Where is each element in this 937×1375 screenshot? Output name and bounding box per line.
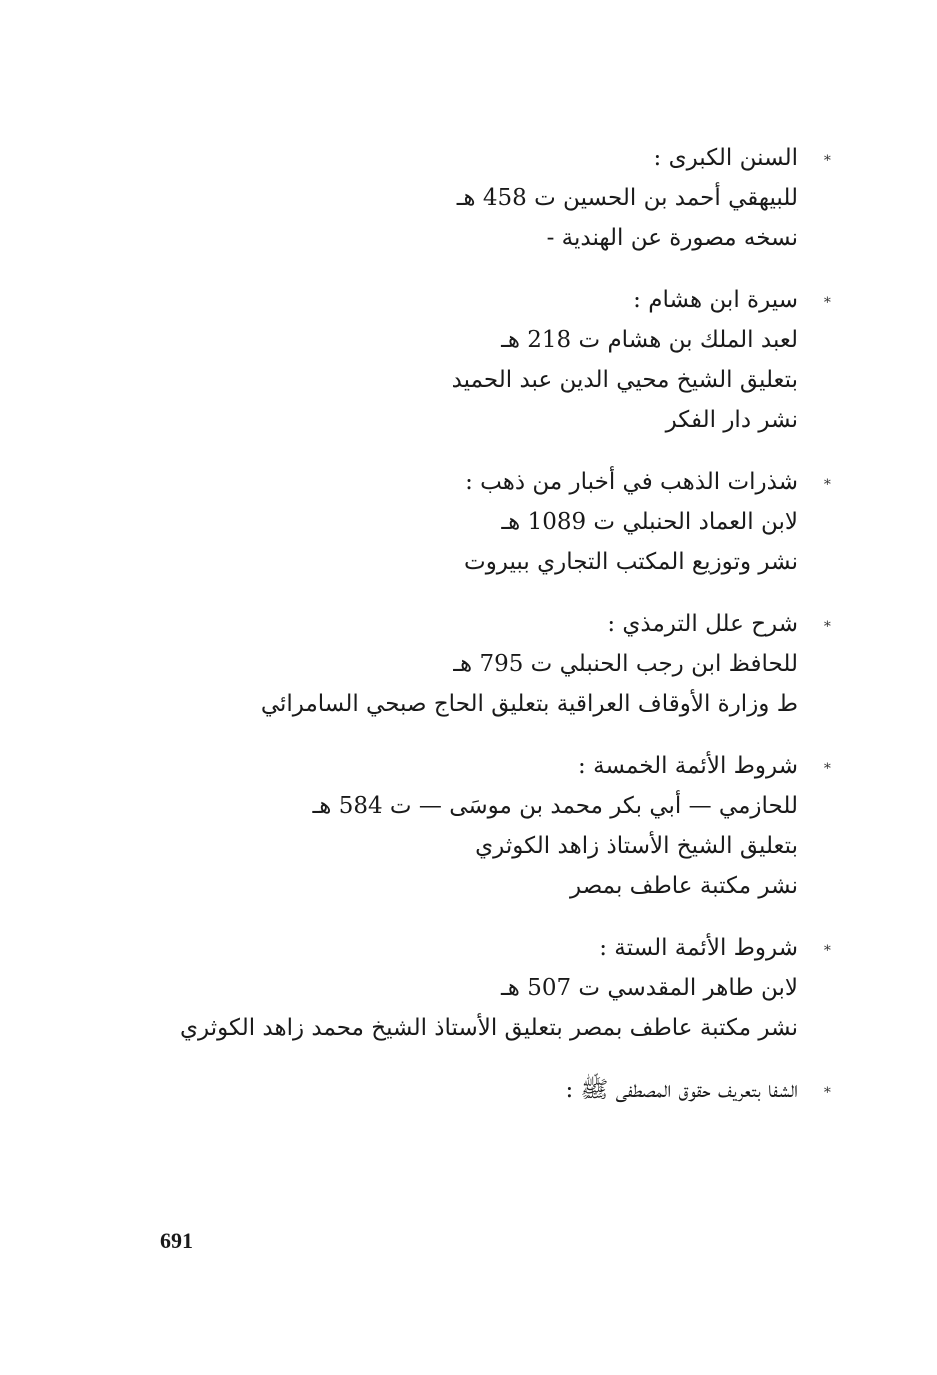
bibliography-list	[142, 138, 832, 1132]
entry-title: شروط الأئمة الستة :	[599, 935, 798, 961]
entry-line: بتعليق الشيخ محيي الدين عبد الحميد	[451, 367, 798, 393]
entry-line: للحازمي — أبي بكر محمد بن موسَى — ت 584 هـ	[312, 793, 798, 819]
entry-line: لابن العماد الحنبلي ت 1089 هـ	[501, 509, 798, 535]
entry-title: شرح علل الترمذي :	[607, 611, 798, 637]
entry-title: شذرات الذهب في أخبار من ذهب :	[465, 469, 798, 495]
bibliography-entry	[142, 138, 832, 258]
page-number: 691	[160, 1228, 193, 1253]
bullet-icon: ∗	[822, 758, 832, 774]
bullet-icon: ∗	[822, 474, 832, 490]
bibliography-entry	[142, 604, 832, 724]
entry-title-row	[142, 280, 832, 320]
bullet-icon: ∗	[822, 150, 832, 166]
entry-line: لابن طاهر المقدسي ت 507 هـ	[501, 975, 798, 1001]
entry-title: السنن الكبرى :	[653, 145, 798, 171]
entry-line: نشر مكتبة عاطف بمصر بتعليق الأستاذ الشيخ محمد زاهد الكوثري	[180, 1015, 798, 1041]
bibliography-entry	[142, 928, 832, 1048]
entry-line: للحافظ ابن رجب الحنبلي ت 795 هـ	[453, 651, 798, 677]
entry-title-row	[142, 462, 832, 502]
entry-line: ط وزارة الأوقاف العراقية بتعليق الحاج صبحي السامرائي	[260, 691, 798, 717]
bullet-icon: ∗	[822, 940, 832, 956]
bibliography-entry	[142, 280, 832, 440]
entry-line: نسخه مصورة عن الهندية -	[546, 225, 798, 251]
bibliography-entry	[142, 1070, 832, 1110]
entry-title-row	[142, 1070, 832, 1110]
entry-line: نشر دار الفكر	[665, 407, 798, 433]
entry-line: لعبد الملك بن هشام ت 218 هـ	[501, 327, 798, 353]
bullet-icon: ∗	[822, 616, 832, 632]
bullet-icon: ∗	[822, 1082, 832, 1098]
entry-title-row	[142, 138, 832, 178]
entry-title: سيرة ابن هشام :	[633, 287, 798, 313]
entry-line: للبيهقي أحمد بن الحسين ت 458 هـ	[456, 185, 798, 211]
entry-title: الشفا بتعريف حقوق المصطفى ﷺ :	[565, 1077, 798, 1103]
entry-line: نشر مكتبة عاطف بمصر	[570, 873, 798, 899]
bullet-icon: ∗	[822, 292, 832, 308]
bibliography-entry	[142, 462, 832, 582]
entry-title-row	[142, 746, 832, 786]
entry-title: شروط الأئمة الخمسة :	[578, 753, 798, 779]
bibliography-entry	[142, 746, 832, 906]
entry-title-row	[142, 604, 832, 644]
entry-line: بتعليق الشيخ الأستاذ زاهد الكوثري	[475, 833, 798, 859]
entry-line: نشر وتوزيع المكتب التجاري ببيروت	[464, 549, 798, 575]
entry-title-row	[142, 928, 832, 968]
